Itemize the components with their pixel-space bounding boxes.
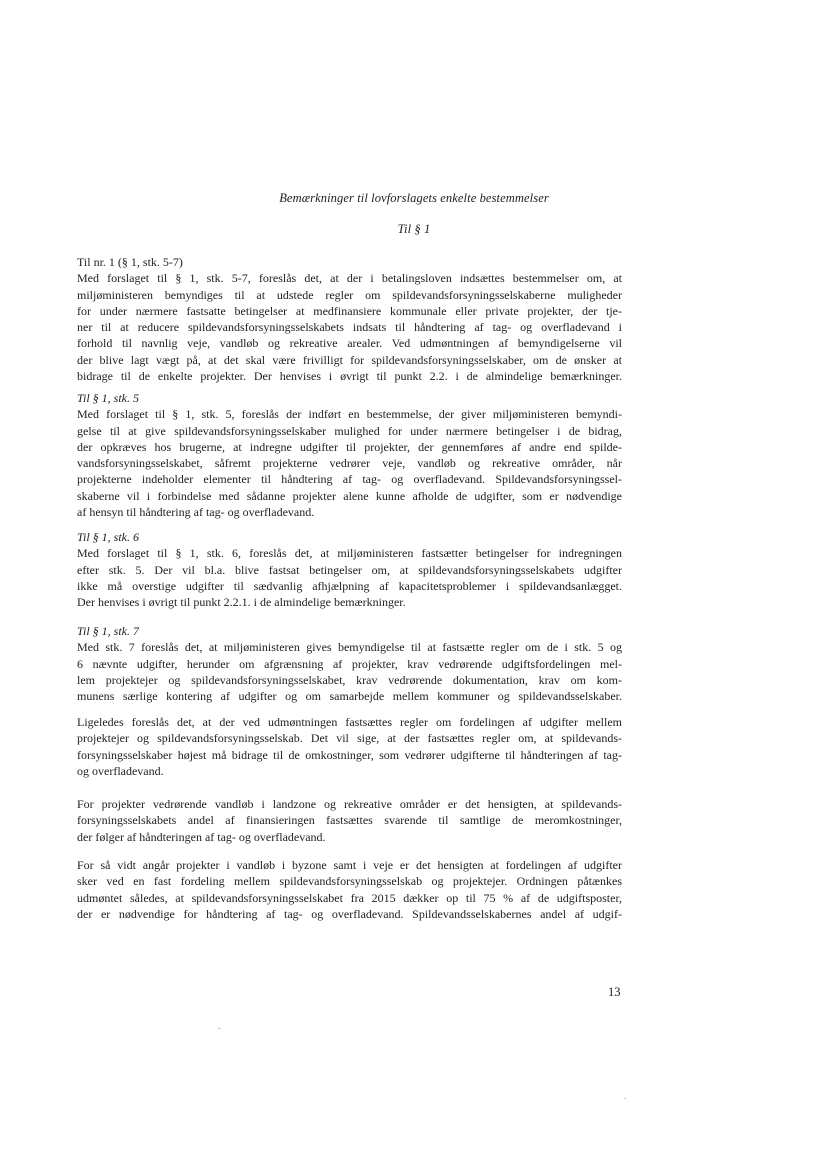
paragraph-line: af hensyn til håndtering af tag- og overfladevand. [77, 505, 315, 520]
paragraph-line: udmøntet således, at spildevandsforsyningsselskabet fra 2015 dækker op til 75 % af de udgiftsposter, [77, 890, 622, 905]
paragraph-line: miljøministeren bemyndiges til at udstede regler om spildevandsforsyningsselskaberne muligheder [77, 287, 622, 302]
scan-speck [624, 1098, 626, 1099]
paragraph-line: For så vidt angår projekter i vandløb i byzone samt i veje er det hensigten at fordelingen af udgifter [77, 858, 622, 872]
paragraph-line: efter stk. 5. Der vil bl.a. blive fastsat betingelser om, at spildevandsforsyningsselskabets udgifter [77, 562, 622, 577]
paragraph-udgiftsfordeling [77, 714, 622, 779]
paragraph-line: Med forslaget til § 1, stk. 5, foreslås der indført en bestemmelse, der giver miljøministeren bemyndi- [77, 407, 622, 422]
paragraph-line: For projekter vedrørende vandløb i landzone og rekreative områder er det hensigten, at spildevands- [77, 797, 622, 811]
paragraph-line: Der henvises i øvrigt til punkt 2.2.1. i de almindelige bemærkninger. [77, 595, 406, 610]
paragraph-line: skaberne vil i forbindelse med sådanne projekter alene kunne afholde de udgifter, som er nødvendige [77, 488, 622, 503]
paragraph-line: projektejer og spildevandsforsyningsselskab. Det vil sige, at der fastsættes regler om, at spildevands- [77, 731, 622, 746]
paragraph-line: Ligeledes foreslås det, at der ved udmøntningen fastsættes regler om fordelingen af udgifter mellem [77, 715, 622, 729]
paragraph-line: sker ved en fast fordeling mellem spildevandsforsyningsselskab og projektejer. Ordningen påtænkes [77, 874, 622, 889]
paragraph-line: forsyningsselskaber højest må bidrage til de omkostninger, som vedrører udgifterne til håndteringen af tag- [77, 747, 622, 762]
paragraph-line: lem projektejer og spildevandsforsyningsselskabet, krav vedrørende dokumentation, krav om kom- [77, 672, 622, 687]
section-heading: Til § 1, stk. 5 [77, 391, 140, 405]
paragraph-line: der følger af håndteringen af tag- og overfladevand. [77, 829, 326, 844]
paragraph-landzone [77, 796, 622, 845]
paragraph-line: vandsforsyningsselskabet, såfremt projekterne vedrører veje, vandløb og rekreative områder, når [77, 456, 622, 471]
paragraph-line: forsyningsselskabets andel af finansieringen fastsættes svarende til samtlige de meromkostninger, [77, 813, 622, 828]
section-stk-7 [77, 623, 622, 704]
document-subtitle: Til § 1 [397, 222, 431, 236]
paragraph-line: Med stk. 7 foreslås det, at miljøministeren gives bemyndigelse til at fastsætte regler om de i stk. 5 og [77, 640, 622, 655]
paragraph-line: munens særlige kontering af udgifter og om samarbejde mellem kommuner og spildevandsselskaber. [77, 689, 622, 704]
paragraph-line: Med forslaget til § 1, stk. 5-7, foreslås det, at der i betalingsloven indsættes bestemmelser om, at [77, 271, 622, 286]
section-heading: Til nr. 1 (§ 1, stk. 5-7) [77, 255, 183, 269]
paragraph-line: forhold til navnlig veje, vandløb og rekreative arealer. Ved udmøntningen af bemyndigelserne vil [77, 336, 622, 351]
paragraph-line: 6 nævnte udgifter, herunder om afgrænsning af projekter, krav vedrørende udgiftsfordelingen mel- [77, 656, 622, 671]
document-title: Bemærkninger til lovforslagets enkelte bestemmelser [279, 191, 549, 205]
paragraph-byzone [77, 857, 622, 922]
scan-speck [218, 1028, 221, 1029]
page-number: 13 [608, 985, 621, 999]
paragraph-line: der er nødvendige for håndtering af tag- og overfladevand. Spildevandsselskabernes andel af udgif- [77, 906, 622, 921]
paragraph-line: og overfladevand. [77, 763, 164, 778]
paragraph-line: bidrage til de enkelte projekter. Der henvises i øvrigt til punkt 2.2. i de almindelige bemærkninger. [77, 369, 622, 384]
paragraph-line: Med forslaget til § 1, stk. 6, foreslås det, at miljøministeren fastsætter betingelser for indregningen [77, 546, 622, 561]
section-stk-5 [77, 390, 622, 520]
paragraph-line: ikke må overstige udgifter til sædvanlig afhjælpning af kapacitetsproblemer i spildevandsanlægget. [77, 578, 622, 593]
section-stk-6 [77, 529, 622, 610]
section-heading: Til § 1, stk. 6 [77, 530, 140, 544]
section-nr-1 [77, 254, 622, 384]
paragraph-line: der opkræves hos brugerne, at indregne udgifter til projekter, der gennemføres af andre end spilde- [77, 439, 622, 454]
paragraph-line: projekterne indeholder elementer til håndtering af tag- og overfladevand. Spildevandsforsyningssel- [77, 472, 622, 487]
paragraph-line: for under nærmere fastsatte betingelser at medfinansiere kommunale eller private projekter, der tje- [77, 303, 622, 318]
section-heading: Til § 1, stk. 7 [77, 624, 140, 638]
paragraph-line: gelse til at give spildevandsforsyningsselskaber mulighed for under nærmere betingelser i de bidrag, [77, 423, 622, 438]
paragraph-line: der blive lagt vægt på, at det skal være frivilligt for spildevandsforsyningsselskaber, om de ønsker at [77, 352, 622, 367]
paragraph-line: ner til at reducere spildevandsforsyningsselskabets indsats til håndtering af tag- og overfladevand i [77, 320, 622, 335]
